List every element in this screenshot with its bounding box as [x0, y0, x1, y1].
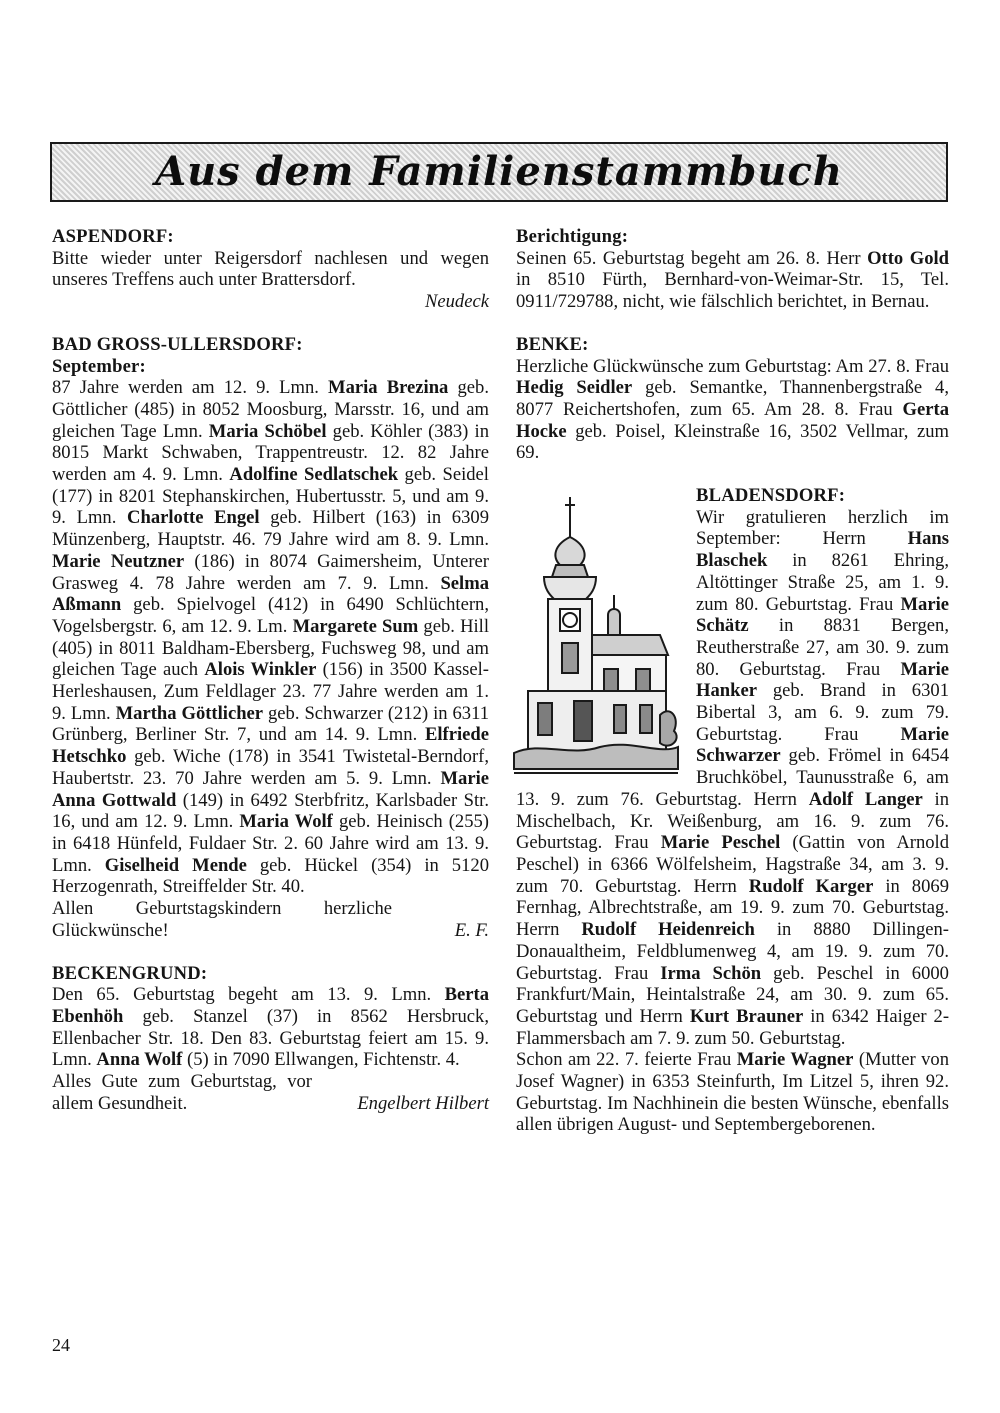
section-heading: BLADENSDORF: — [696, 485, 846, 507]
person-name: Giselheid Mende — [104, 854, 247, 876]
person-name: Marie Anna Gottwald — [52, 767, 489, 811]
header-banner — [50, 142, 948, 202]
person-name: Marie Schwarzer — [696, 723, 949, 767]
paragraph: 87 Jahre werden am 12. 9. Lmn. Maria Brezina geb. Göttlicher (485) in 8052 Moosburg, Marsstr. 16, und am gleichen Tage Lmn. Maria Schöbel geb. Köhler (383) in 8015 Markt Schwaben, Trappentreustr. 12. 82 Jahre werden am 4. 9. Lmn. Adolfine Sedlatschek geb. Seidel (177) in 8201 Stephanskirchen, Hubertusstr. 5, und am 9. 9. Lmn. Charlotte Engel geb. Hilbert (163) in 6309 Münzenberg, Hauptstr. 46. 79 Jahre wird am 8. 9. Lmn. Marie Neutzner (186) in 8074 Gaimersheim, Unterer Grasweg 4. 78 Jahre werden am 7. 9. Lmn. Selma Aßmann geb. Spielvogel (412) in 6490 Schlüchtern, Vogelsbergstr. 6, am 12. 9. Lm. Margarete Sum geb. Hill (405) in 8011 Baldham-Ebersberg, Fuchsweg 98, und am gleichen Tage auch Alois Winkler (156) in 3500 Kassel-Herleshausen, Zum Feldlager 23. 77 Jahre werden am 1. 9. Lmn. Martha Göttlicher geb. Schwarzer (212) in 6311 Grünberg, Berliner Str. 7, und am 14. 9. Lmn. Elfriede Hetschko geb. Wiche (178) in 3541 Twistetal-Berndorf, Haubertstr. 23. 70 Jahre werden am 5. 9. Lmn. Marie Anna Gottwald (149) in 6492 Sterbfritz, Karlsbader Str. 16, und am 12. 9. Lmn. Maria Wolf geb. Heinisch (255) in 6418 Hünfeld, Fuldaer Str. 2. 60 Jahre wird am 13. 9. Lmn. Giselheid Mende geb. Hückel (354) in 5120 Herzogenrath, Streiffelder Str. 40. — [52, 377, 489, 898]
person-name: Gerta Hocke — [516, 398, 949, 442]
section-benke — [516, 334, 949, 464]
section-bladensdorf — [516, 485, 949, 1136]
person-name: Adolfine Sedlatschek — [229, 464, 399, 486]
paragraph: Seinen 65. Geburtstag begeht am 26. 8. Herr Otto Gold in 8510 Fürth, Bernhard-von-Weimar-Str. 15, Tel. 0911/729788, nicht, wie fälschlich berichtet, in Bernau. — [516, 247, 950, 313]
person-name: Kurt Brauner — [689, 1005, 804, 1027]
section-heading: BAD GROSS-ULLERSDORF: — [52, 333, 303, 355]
person-name: Rudolf Karger — [748, 875, 874, 897]
closing-text: Allen Geburtstagskindern herzliche Glückwünsche! — [52, 898, 392, 941]
church-illustration — [510, 485, 682, 781]
paragraph: Herzliche Glückwünsche zum Geburtstag: Am 27. 8. Frau Hedig Seidler geb. Semantke, Thannenbergstraße 4, 8077 Reichertshofen, zum 65. Am 28. 8. Frau Gerta Hocke geb. Poisel, Kleinstraße 16, 3502 Vellmar, zum 69. — [516, 355, 949, 464]
signature: E. F. — [454, 919, 489, 941]
church-icon — [510, 485, 682, 781]
person-name: Hedig Seidler — [516, 377, 633, 399]
person-name: Marie Wagner — [736, 1049, 854, 1071]
section-heading: BENKE: — [516, 333, 589, 355]
section-berichtigung — [516, 226, 949, 313]
section-bad-gross-ullersdorf — [52, 334, 489, 942]
closing-line — [52, 1071, 489, 1114]
person-name: Margarete Sum — [292, 615, 419, 637]
person-name: Maria Schöbel — [208, 420, 327, 442]
closing-text: Alles Gute zum Geburtstag, vor allem Gesundheit. — [52, 1071, 312, 1114]
section-aspendorf — [52, 226, 489, 313]
paragraph: Bitte wieder unter Reigersdorf nachlesen und wegen unseres Treffens auch unter Brattersdorf. — [52, 247, 489, 291]
page-number: 24 — [52, 1335, 70, 1355]
section-heading: Berichtigung: — [516, 226, 629, 247]
person-name: Irma Schön — [660, 962, 762, 984]
section-subheading: September: — [52, 355, 146, 377]
person-name: Rudolf Heidenreich — [581, 919, 755, 941]
person-name: Alois Winkler — [204, 659, 317, 681]
person-name: Marie Neutzner — [52, 550, 185, 572]
person-name: Anna Wolf — [96, 1049, 183, 1071]
person-name: Otto Gold — [867, 247, 950, 269]
section-heading: ASPENDORF: — [52, 226, 174, 247]
person-name: Hans Blaschek — [696, 528, 949, 572]
person-name: Maria Brezina — [328, 377, 449, 399]
paragraph: Wir gratulieren herzlich im September: Herrn Hans Blaschek in 8261 Ehring, Altöttinger Straße 25, am 1. 9. zum 80. Geburtstag. Frau Marie Schätz in 8831 Bergen, Reutherstraße 27, am 30. 9. zum 80. Geburtstag. Frau Marie Hanker geb. Brand in 6301 Bibertal 3, am 6. 9. zum 79. Geburtstag. Frau Marie Schwarzer geb. Frömel in 6454 Bruchköbel, Taunusstraße 6, am 13. 9. zum 76. Geburtstag. Herrn Adolf Langer in Mischelbach, Kr. Weißenburg, am 16. 9. zum 76. Geburtstag. Frau Marie Peschel (Gattin von Arnold Peschel) in 6366 Wölfelsheim, Hagstraße 34, am 3. 9. zum 70. Geburtstag. Herrn Rudolf Karger in 8069 Fernhag, Albrechtstraße, am 19. 9. zum 70. Geburtstag. Herrn Rudolf Heidenreich in 8880 Dillingen-Donaualtheim, Feldblumenweg 4, am 19. 9. zum 70. Geburtstag. Frau Irma Schön geb. Peschel in 6000 Frankfurt/Main, Heintalstraße 24, am 30. 9. zum 65. Geburtstag und Herrn Kurt Brauner in 6342 Haiger 2-Flammersbach am 7. 9. zum 50. Geburtstag. — [516, 506, 950, 1049]
person-name: Charlotte Engel — [127, 507, 260, 529]
section-heading: BECKENGRUND: — [52, 962, 208, 984]
closing-line — [52, 898, 489, 941]
left-column — [52, 226, 489, 1114]
person-name: Berta Ebenhöh — [52, 984, 489, 1027]
person-name: Marie Peschel — [660, 832, 781, 854]
signature: Neudeck — [424, 291, 489, 313]
person-name: Marie Hanker — [696, 658, 949, 702]
section-beckengrund — [52, 963, 489, 1115]
person-name: Martha Göttlicher — [115, 702, 264, 724]
signature: Engelbert Hilbert — [357, 1092, 489, 1114]
person-name: Selma Aßmann — [52, 572, 489, 616]
person-name: Adolf Langer — [808, 788, 923, 810]
person-name: Maria Wolf — [239, 811, 333, 833]
person-name: Elfriede Hetschko — [52, 724, 489, 768]
person-name: Marie Schätz — [696, 593, 949, 637]
right-column — [516, 226, 949, 1136]
paragraph: Den 65. Geburtstag begeht am 13. 9. Lmn. Berta Ebenhöh geb. Stanzel (37) in 8562 Hersbruck, Ellenbacher Str. 18. Den 83. Geburtstag feiert am 15. 9. Lmn. Anna Wolf (5) in 7090 Ellwangen, Fichtenstr. 4. — [52, 984, 489, 1071]
paragraph: Schon am 22. 7. feierte Frau Marie Wagner (Mutter von Josef Wagner) in 6353 Steinfurth, Im Litzel 5, ihren 92. Geburtstag. Im Nachhinein die besten Wünsche, ebenfalls allen übrigen August- und Septembergeborenen. — [516, 1049, 949, 1136]
page-title: Aus dem Familienstammbuch — [155, 148, 843, 195]
